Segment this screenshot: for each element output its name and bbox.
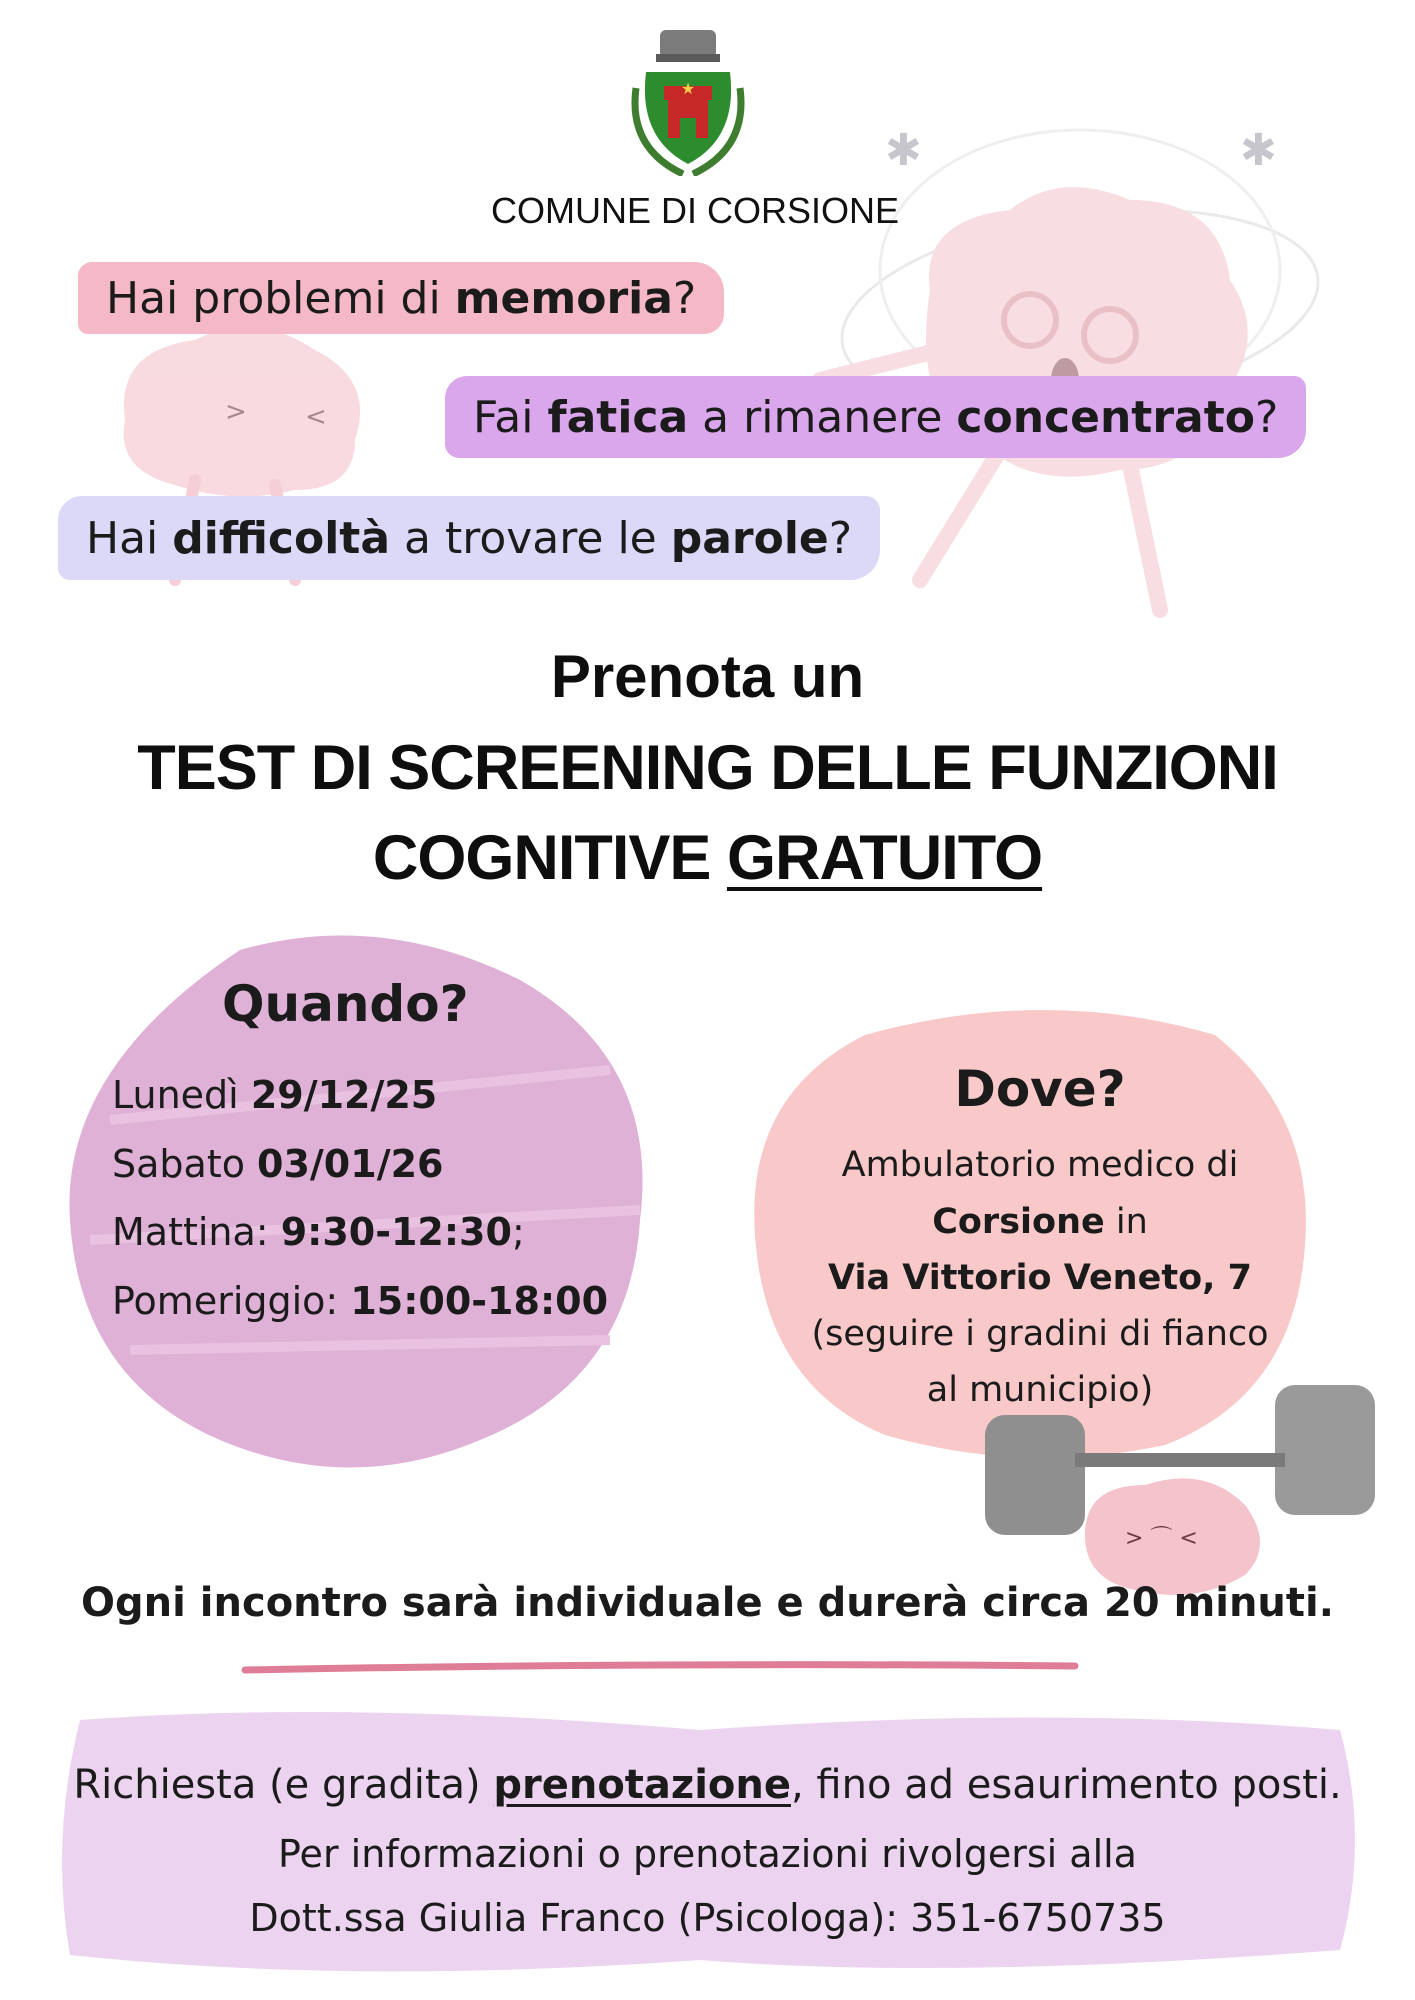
svg-text:✱: ✱ (885, 125, 922, 176)
booking-line-1 (0, 1762, 1415, 1808)
booking-line-2: Per informazioni o prenotazioni rivolgersi alla (278, 1832, 1137, 1876)
location-note-1: (seguire i gradini di fianco (811, 1314, 1269, 1354)
question-text: Hai problemi di (106, 272, 455, 324)
question-text: Fai (473, 391, 548, 443)
date-monday (112, 1073, 437, 1117)
question-words (58, 496, 880, 580)
time-value: 9:30-12:30 (280, 1210, 512, 1254)
question-keyword: concentrato (956, 391, 1255, 443)
svg-text:>: > (225, 397, 247, 427)
quando-title: Quando? (222, 975, 469, 1033)
question-text: Hai (86, 512, 173, 564)
question-text: a rimanere (688, 391, 957, 443)
headline-line-2: TEST DI SCREENING DELLE FUNZIONI (137, 733, 1278, 803)
booking-text: Richiesta (e gradita) (73, 1762, 494, 1808)
headline-text: COGNITIVE (372, 823, 711, 893)
svg-text:✱: ✱ (1240, 125, 1277, 176)
date-saturday (112, 1142, 443, 1186)
question-keyword: difficoltà (172, 512, 391, 564)
question-text: ? (672, 272, 697, 324)
location-address: Via Vittorio Veneto, 7 (828, 1258, 1252, 1298)
session-info: Ogni incontro sarà individuale e durerà circa 20 minuti. (81, 1580, 1334, 1626)
headline-line-3 (0, 822, 1415, 894)
question-keyword: fatica (547, 391, 689, 443)
time-afternoon (112, 1279, 608, 1323)
svg-text:<: < (305, 402, 327, 432)
coat-of-arms-icon (628, 28, 748, 176)
time-suffix: ; (511, 1210, 525, 1254)
time-value: 15:00-18:00 (350, 1279, 609, 1323)
question-keyword: parole (670, 512, 829, 564)
question-text: ? (828, 512, 853, 564)
contact-phone: Dott.ssa Giulia Franco (Psicologa): 351-6750735 (249, 1896, 1166, 1940)
location-note-2: al municipio) (926, 1370, 1154, 1410)
date-label: Sabato (112, 1142, 258, 1186)
location-town: Corsione (932, 1202, 1105, 1242)
time-morning (112, 1210, 525, 1254)
time-label: Pomeriggio: (112, 1279, 351, 1323)
headline-line-1: Prenota un (550, 643, 865, 710)
headline-free-label: GRATUITO (726, 823, 1043, 893)
location-line-1: Ambulatorio medico di (841, 1145, 1239, 1185)
date-label: Lunedì (112, 1073, 251, 1117)
date-value: 29/12/25 (250, 1073, 438, 1117)
svg-text:> ⌒ <: > ⌒ < (1125, 1526, 1198, 1551)
time-label: Mattina: (112, 1210, 281, 1254)
date-value: 03/01/26 (257, 1142, 444, 1186)
question-text: ? (1254, 391, 1279, 443)
question-text: a trovare le (390, 512, 671, 564)
location-line-2 (750, 1202, 1330, 1242)
booking-emphasis: prenotazione (493, 1762, 791, 1808)
location-text: in (1104, 1202, 1148, 1242)
question-keyword: memoria (454, 272, 673, 324)
question-memory (78, 262, 724, 334)
municipality-name: COMUNE DI CORSIONE (490, 190, 900, 231)
question-concentration (445, 376, 1306, 458)
svg-text:★: ★ (680, 79, 696, 98)
dove-title: Dove? (954, 1060, 1126, 1118)
booking-text: , fino ad esaurimento posti. (791, 1762, 1342, 1808)
divider-stroke (240, 1660, 1080, 1674)
